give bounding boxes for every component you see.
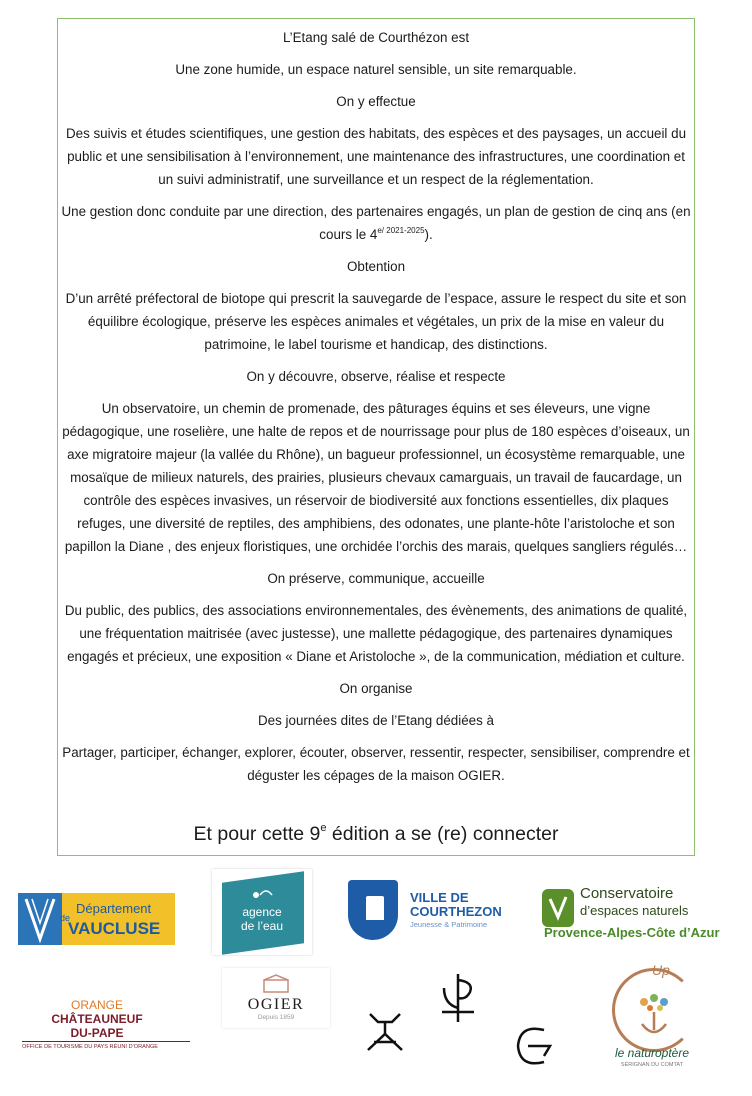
paragraph-effectue: Des suivis et études scientifiques, une gestion des habitats, des espèces et des paysages, un accueil du public et une sensibilisation à l’environnement, une maintenance des infrastructures, une coordination et un suivi administratif, une surveillance et un respect de la réglementation.	[65, 126, 687, 187]
paragraph-gestion: Une gestion donc conduite par une direction, des partenaires engagés, un plan de gestion de cinq ans (en cours le $4^{e/ 2021-2025}$).	[61, 204, 691, 242]
paragraph-journees: Des journées dites de l’Etang dédiées à	[258, 713, 494, 728]
symbol-ce-icon	[504, 1018, 562, 1074]
conservatoire-leaf-icon	[542, 889, 574, 927]
conservatoire-logo: Conservatoire d’espaces naturels Provence-Alpes-Côte d’Azur	[544, 885, 720, 940]
heading-preserve: On préserve, communique, accueille	[267, 571, 485, 586]
symbol-monogram-icon	[430, 968, 486, 1032]
agence-eau-logo: agence de l’eau	[212, 869, 312, 955]
agence-drop-icon	[250, 887, 274, 903]
ogier-logo: OGIER Depuis 1859	[222, 968, 330, 1028]
paragraph-activites: Partager, participer, échanger, explorer, écouter, observer, ressentir, respecter, sensibiliser, comprendre et déguster les cépages de la maison OGIER.	[62, 745, 690, 783]
heading-obtention: Obtention	[346, 259, 406, 274]
intro-text: Une zone humide, un espace naturel sensible, un site remarquable.	[175, 62, 577, 77]
document-title: L’Etang salé de Courthézon est	[282, 30, 470, 45]
paragraph-obtention: D’un arrêté préfectoral de biotope qui prescrit la sauvegarde de l’espace, assure le respect du site et son équilibre écologique, préserve les espèces animales et végétales, un prix de la mise en valeur du patrimoine, le label tourisme et handicap, des distinctions.	[65, 291, 687, 352]
heading-decouvre: On y découvre, observe, réalise et respecte	[246, 369, 506, 384]
heading-organise: On organise	[339, 681, 413, 696]
ogier-building-icon	[262, 974, 290, 994]
orange-tourisme-logo: ORANGE CHÂTEAUNEUF DU-PAPE OFFICE DE TOURISME DU PAYS RÉUNI D’ORANGE	[22, 998, 192, 1056]
edition-headline: Et pour cette 9e édition a se (re) connecter	[193, 822, 559, 845]
vaucluse-logo: de Département VAUCLUSE	[18, 893, 175, 945]
courthezon-shield-icon	[348, 880, 398, 940]
naturoptere-logo: Up le naturoptère SÉRIGNAN DU COMTAT	[604, 962, 700, 1072]
heading-effectue: On y effectue	[336, 94, 416, 109]
paragraph-decouvre: Un observatoire, un chemin de promenade, des pâturages équins et ses éleveurs, une vigne pédagogique, une roselière, une halte de repos et de nourrissage pour plus de 180 espèces d’oiseaux, un axe migratoire majeur (la vallée du Rhône), un bagueur professionnel, un écosystème remarquable, une mosaïque de milieux naturels, des prairies, plusieurs chevaux camarguais, un travail de faucardage, un contrôle des espèces invasives, un réservoir de biodiversité aux fonctions essentielles, dix plaques refuges, une diversité de reptiles, des amphibiens, des odonates, une plante-hôte l’aristoloche et son papillon la Diane , des enjeux floristiques, une orchidée l’orchis des marais, quelques sangliers régulés…	[62, 401, 690, 554]
paragraph-preserve: Du public, des publics, des associations environnementales, des évènements, des animations de qualité, une fréquentation maitrisée (avec justesse), une mallette pédagogique, des partenaires dynamiques engagés et précieux, une exposition « Diane et Aristoloche », de la communication, médiation et culture.	[64, 603, 688, 664]
vaucluse-emblem-icon	[18, 893, 62, 945]
courthezon-logo: VILLE DE COURTHEZON Jeunesse & Patrimoine	[346, 880, 516, 942]
document-body	[60, 26, 692, 796]
naturoptere-tree-icon	[632, 990, 676, 1040]
symbol-person-icon	[356, 1004, 414, 1062]
